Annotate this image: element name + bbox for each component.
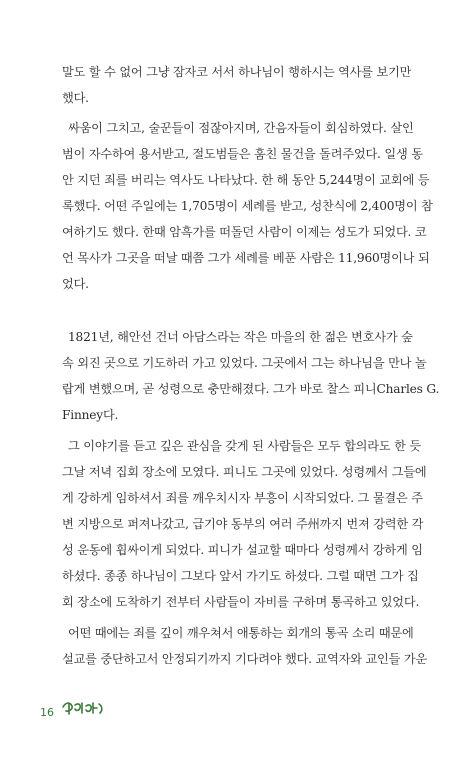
text-line: 말도 할 수 없어 그냥 잠자코 서서 하나님이 행하시는 역사를 보기만 xyxy=(62,65,412,79)
text-line: 그날 저녁 집회 장소에 모였다. 피니도 그곳에 있었다. 성령께서 그들에 xyxy=(62,465,427,479)
text-line: 어떤 때에는 죄를 깊이 깨우쳐서 애통하는 회개의 통곡 소리 때문에 xyxy=(68,626,414,640)
text-line: 게 강하게 임하셔서 죄를 깨우치시자 부흥이 시작되었다. 그 물결은 주 xyxy=(62,491,423,505)
text-line: 범이 자수하여 용서받고, 절도범들은 훔친 물건을 돌려주었다. 일생 동 xyxy=(62,147,423,161)
text-line: 변 지방으로 퍼져나갔고, 급기야 동부의 여러 주州까지 번져 강력한 각 xyxy=(62,517,424,531)
text-line: 랍게 변했으며, 곧 성령으로 충만해졌다. 그가 바로 찰스 피니Charles G. xyxy=(62,382,440,396)
text-line: 싸움이 그치고, 술꾼들이 점잖아지며, 간음자들이 회심하였다. 살인 xyxy=(68,121,414,135)
text-line: Finney다. xyxy=(62,408,119,422)
text-line: 속 외진 곳으로 기도하러 가고 있었다. 그곳에서 그는 하나님을 만나 놀 xyxy=(62,356,427,370)
text-line: 설교를 중단하고서 안정되기까지 기다려야 했다. 교역자와 교인들 가운 xyxy=(62,652,428,666)
series-logo-icon xyxy=(60,698,106,718)
text-line: 언 목사가 그곳을 떠날 때쯤 그가 세례를 베푼 사람은 11,960명이나 되 xyxy=(62,251,430,265)
text-line: 록했다. 어떤 주일에는 1,705명이 세례를 받고, 성찬식에 2,400명이 참 xyxy=(62,199,433,213)
text-line: 었다. xyxy=(62,277,89,291)
page-number: 16 xyxy=(40,706,54,719)
text-line: 회 장소에 도착하기 전부터 사람들이 자비를 구하며 통곡하고 있었다. xyxy=(62,595,420,609)
text-line: 하셨다. 종종 하나님이 그보다 앞서 가기도 하셨다. 그럴 때면 그가 집 xyxy=(62,569,419,583)
text-line: 안 지던 죄를 버리는 역사도 나타났다. 한 해 동안 5,244명이 교회에 등 xyxy=(62,173,430,187)
text-line: 1821년, 해안선 건너 아담스라는 작은 마을의 한 젊은 변호사가 숲 xyxy=(68,330,413,344)
text-line: 그 이야기를 듣고 깊은 관심을 갖게 된 사람들은 모두 합의라도 한 듯 xyxy=(68,439,421,453)
text-line: 성 운동에 휩싸이게 되었다. 피니가 설교할 때마다 성령께서 강하게 임 xyxy=(62,543,423,557)
text-line: 했다. xyxy=(62,91,89,105)
text-line: 여하기도 했다. 한때 암흑가를 떠돌던 사람이 이제는 성도가 되었다. 코 xyxy=(62,225,427,239)
